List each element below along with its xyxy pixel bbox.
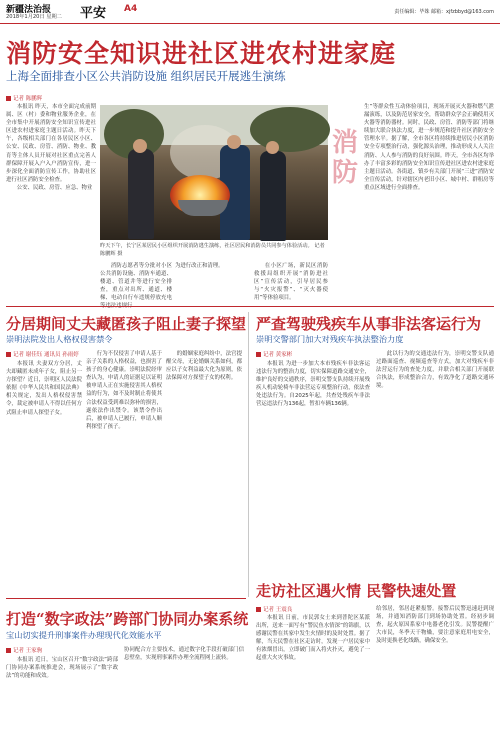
fire-story-column-1: 本报讯 日前，市民郭女士来到普陀区某派出所，送来一面写有“警民鱼水情深”的锦旗，以感谢民警在其家中发生火情时的及时处置。据了解，当天民警在社区走访时，发现一户居民家中有浓烟冒出，立即破门而入将火扑灭，避免了一起重大火灾事故。: [256, 615, 370, 662]
byline-marker-icon: [256, 352, 261, 357]
bottom-story-byline: 记者 王家驹: [6, 646, 42, 654]
right-story-column-1: 本报讯 为进一步加大本市残疾车非法客运违法行为的整治力度，切实保障道路交通安全，维护良好的交通秩序，崇明交警支队持续开展残疾人机动轮椅车非法营运专项整治行动，依法查处违法行为。自2025年起，共查处残疾车非法营运违法行为136起，暂扣车辆136辆。: [256, 361, 370, 408]
main-column-2b: [175, 262, 251, 302]
main-paragraph-1b: 公安、民政、房管、应急、物业: [16, 184, 93, 191]
main-paragraph-2b: 为进行改正和清理。: [175, 263, 224, 269]
right-story-byline: 记者 黄家彬: [256, 350, 292, 358]
vertical-watermark-text: 消防: [332, 128, 359, 188]
fire-story-column-2: 给邻居，邻居赶紧报警。接警后民警迅速赶到现场，并通知消防部门到场协助处置。经初步调查，起火原因系家中电器老化引发。民警提醒广大市民，冬季天干物燥，要注意家庭用电安全，及时更换老化线路，确保安全。: [376, 606, 494, 645]
right-story-headline: 严查驾驶残疾车从事非法客运行为: [256, 315, 482, 333]
bottom-story-column-1: 本报讯 近日，宝山区召开“数字政法”跨部门协同办案系统推进会，现场展示了“数字政法”的功能和成效。: [6, 657, 118, 680]
left-story-byline: 记者 谢佳钰 通讯员 孙雨婷: [6, 350, 79, 358]
news-photo: [100, 105, 328, 240]
left-story-subheadline: 崇明法院发出人格权侵害禁令: [6, 334, 113, 344]
byline-marker-icon: [6, 352, 11, 357]
main-headline: 消防安全知识进社区进农村进家庭: [6, 39, 397, 68]
main-paragraph-1: 本报讯 昨天，本市全面完成前期属、区（村）委和物业服务企业，在全市集中开展消防安全知识宣传进社区进农村进家庭主题日活动。昨天下午，各级相关部门在各居民区小区、公安、民政、房管、消防、物业、教育等主体人员开展对社区重点完善人群保障开展入户入户消防宣传，进一步深化全面消防宣传工作，协助社区进行社区消防安全检查。: [6, 104, 96, 183]
main-paragraph-4: 生”等群众性互动体验项目，现场开展灭火器和燃气泄漏演练，以及防范居家安全，帮助群众学会正确使用灭火器等消防器材。同时，民政、房管、消防等部门将继续加大联合执法力度，进一步规范和提升社区消防安全管理水平。据了解，全市各区将持续推进居民小区消防安全专项整治行动，强化源头治理，推动形成人人关注消防、人人参与消防的良好氛围。昨天，全市各区均举办了丰富多彩的消防安全知识宣传进社区进农村进家庭主题日活动。各街道、镇乡有关部门开展“三进”消防安全宣传活动，针对辖区内老旧小区、城中村、群租房等重点区域进行全面排查。: [364, 104, 494, 191]
photo-person: [260, 151, 286, 241]
main-paragraph-2: 消防志愿者等分批对小区公共消防设施、消防车通道、楼道、管道井等进行安全排查，重点对出所、通道、楼梯、电动自行车违规停放充电: [100, 263, 172, 302]
bottom-story-subheadline: 宝山切实提升刑事案件办理现代化效能水平: [6, 630, 162, 640]
main-column-3: [254, 262, 328, 302]
editor-info: 责任编辑：毕姝 邮箱：xjfzbbyd@163.com: [394, 9, 494, 15]
photo-person-head: [227, 135, 241, 149]
section-name: 平安: [80, 6, 107, 21]
page-number: A4: [124, 4, 138, 14]
section-divider: [6, 306, 494, 307]
right-story-column-2: 此以行为的交通违法行为，崇明交警支队通过路面巡查、视频巡查等方式，加大对残疾车非法营运行为的查处力度，并联合相关部门开展联合执法，形成整治合力，有效净化了道路交通环境。: [376, 351, 494, 390]
main-paragraph-3: 在小区广场，新民区消防救援局组织开展“消防进社区”宣传活动，引导居民参与“火灾报警”、“灭火器使用”等体验项目。: [254, 263, 328, 302]
byline-marker-icon: [6, 648, 11, 653]
photo-person-head: [133, 139, 147, 153]
column-divider: [248, 312, 249, 597]
photo-credit: 记者 陈鹏辉 摄: [100, 243, 325, 257]
photo-person: [128, 149, 154, 239]
right-story-subheadline: 崇明交警部门加大对残疾车执法整治力度: [256, 334, 404, 344]
left-story-column-3: 的婚姻家庭纠纷中，法官提醒父母，无论婚姻关系如何，都应以子女利益最大化为原则，依法保障对方探望子女的权利。: [166, 351, 242, 382]
issue-date: 2018年1月20日 星期二: [6, 14, 62, 20]
masthead: [0, 0, 500, 24]
left-story-headline: 分居期间丈夫藏匿孩子阻止妻子探望: [6, 315, 247, 333]
photo-person-head: [266, 141, 279, 154]
main-column-2: [100, 262, 172, 302]
photo-tree: [250, 107, 330, 152]
bottom-story-headline: 打造“数字政法”跨部门协同办案系统: [6, 610, 249, 628]
photo-caption: 昨天下午，长宁区某居民小区组织开展消防逃生演练，社区居民和消防员共同参与体验活动。 记者 陈鹏辉 摄: [100, 243, 325, 257]
fire-story-headline: 走访社区遇火情 民警快速处置: [256, 582, 457, 600]
newspaper-logo: 新疆法治报: [6, 5, 52, 15]
bottom-story-column-2: 协同配合方主要技术，通过数字化手段打破部门信息壁垒，实现刑事案件办理全流程网上流转。: [124, 647, 244, 662]
main-byline: 记者 陈鹏辉: [6, 94, 42, 102]
section-divider: [6, 598, 246, 599]
left-story-column-1: 本报讯 夫妻双方分居，丈夫却藏匿未成年子女，阻止另一方探望？近日，崇明区人民法院依据《中华人民共和国民法典》相关规定，发出人格权侵害禁令，裁定被申请人不得以任何方式阻止申请人探望子女。: [6, 361, 82, 416]
byline-marker-icon: [256, 607, 261, 612]
main-column-1: [6, 103, 96, 299]
main-column-4: [364, 103, 494, 299]
byline-marker-icon: [6, 96, 11, 101]
left-story-column-2: 行为不仅侵害了申请人基于亲子关系的人格权益，也损害了孩子的身心健康。崇明法院经审查认为，申请人的证据足以证明被申请人正在实施侵害其人格权益的行为，如不及时制止将使其合法权益受到难以弥补的损害，遂依法作出禁令。该禁令作出后，被申请人已履行，申请人顺利探望了孩子。: [86, 351, 162, 430]
fire-story-byline: 记者 王震良: [256, 605, 292, 613]
main-subheadline: 上海全面排查小区公共消防设施 组织居民开展逃生演练: [6, 69, 286, 83]
